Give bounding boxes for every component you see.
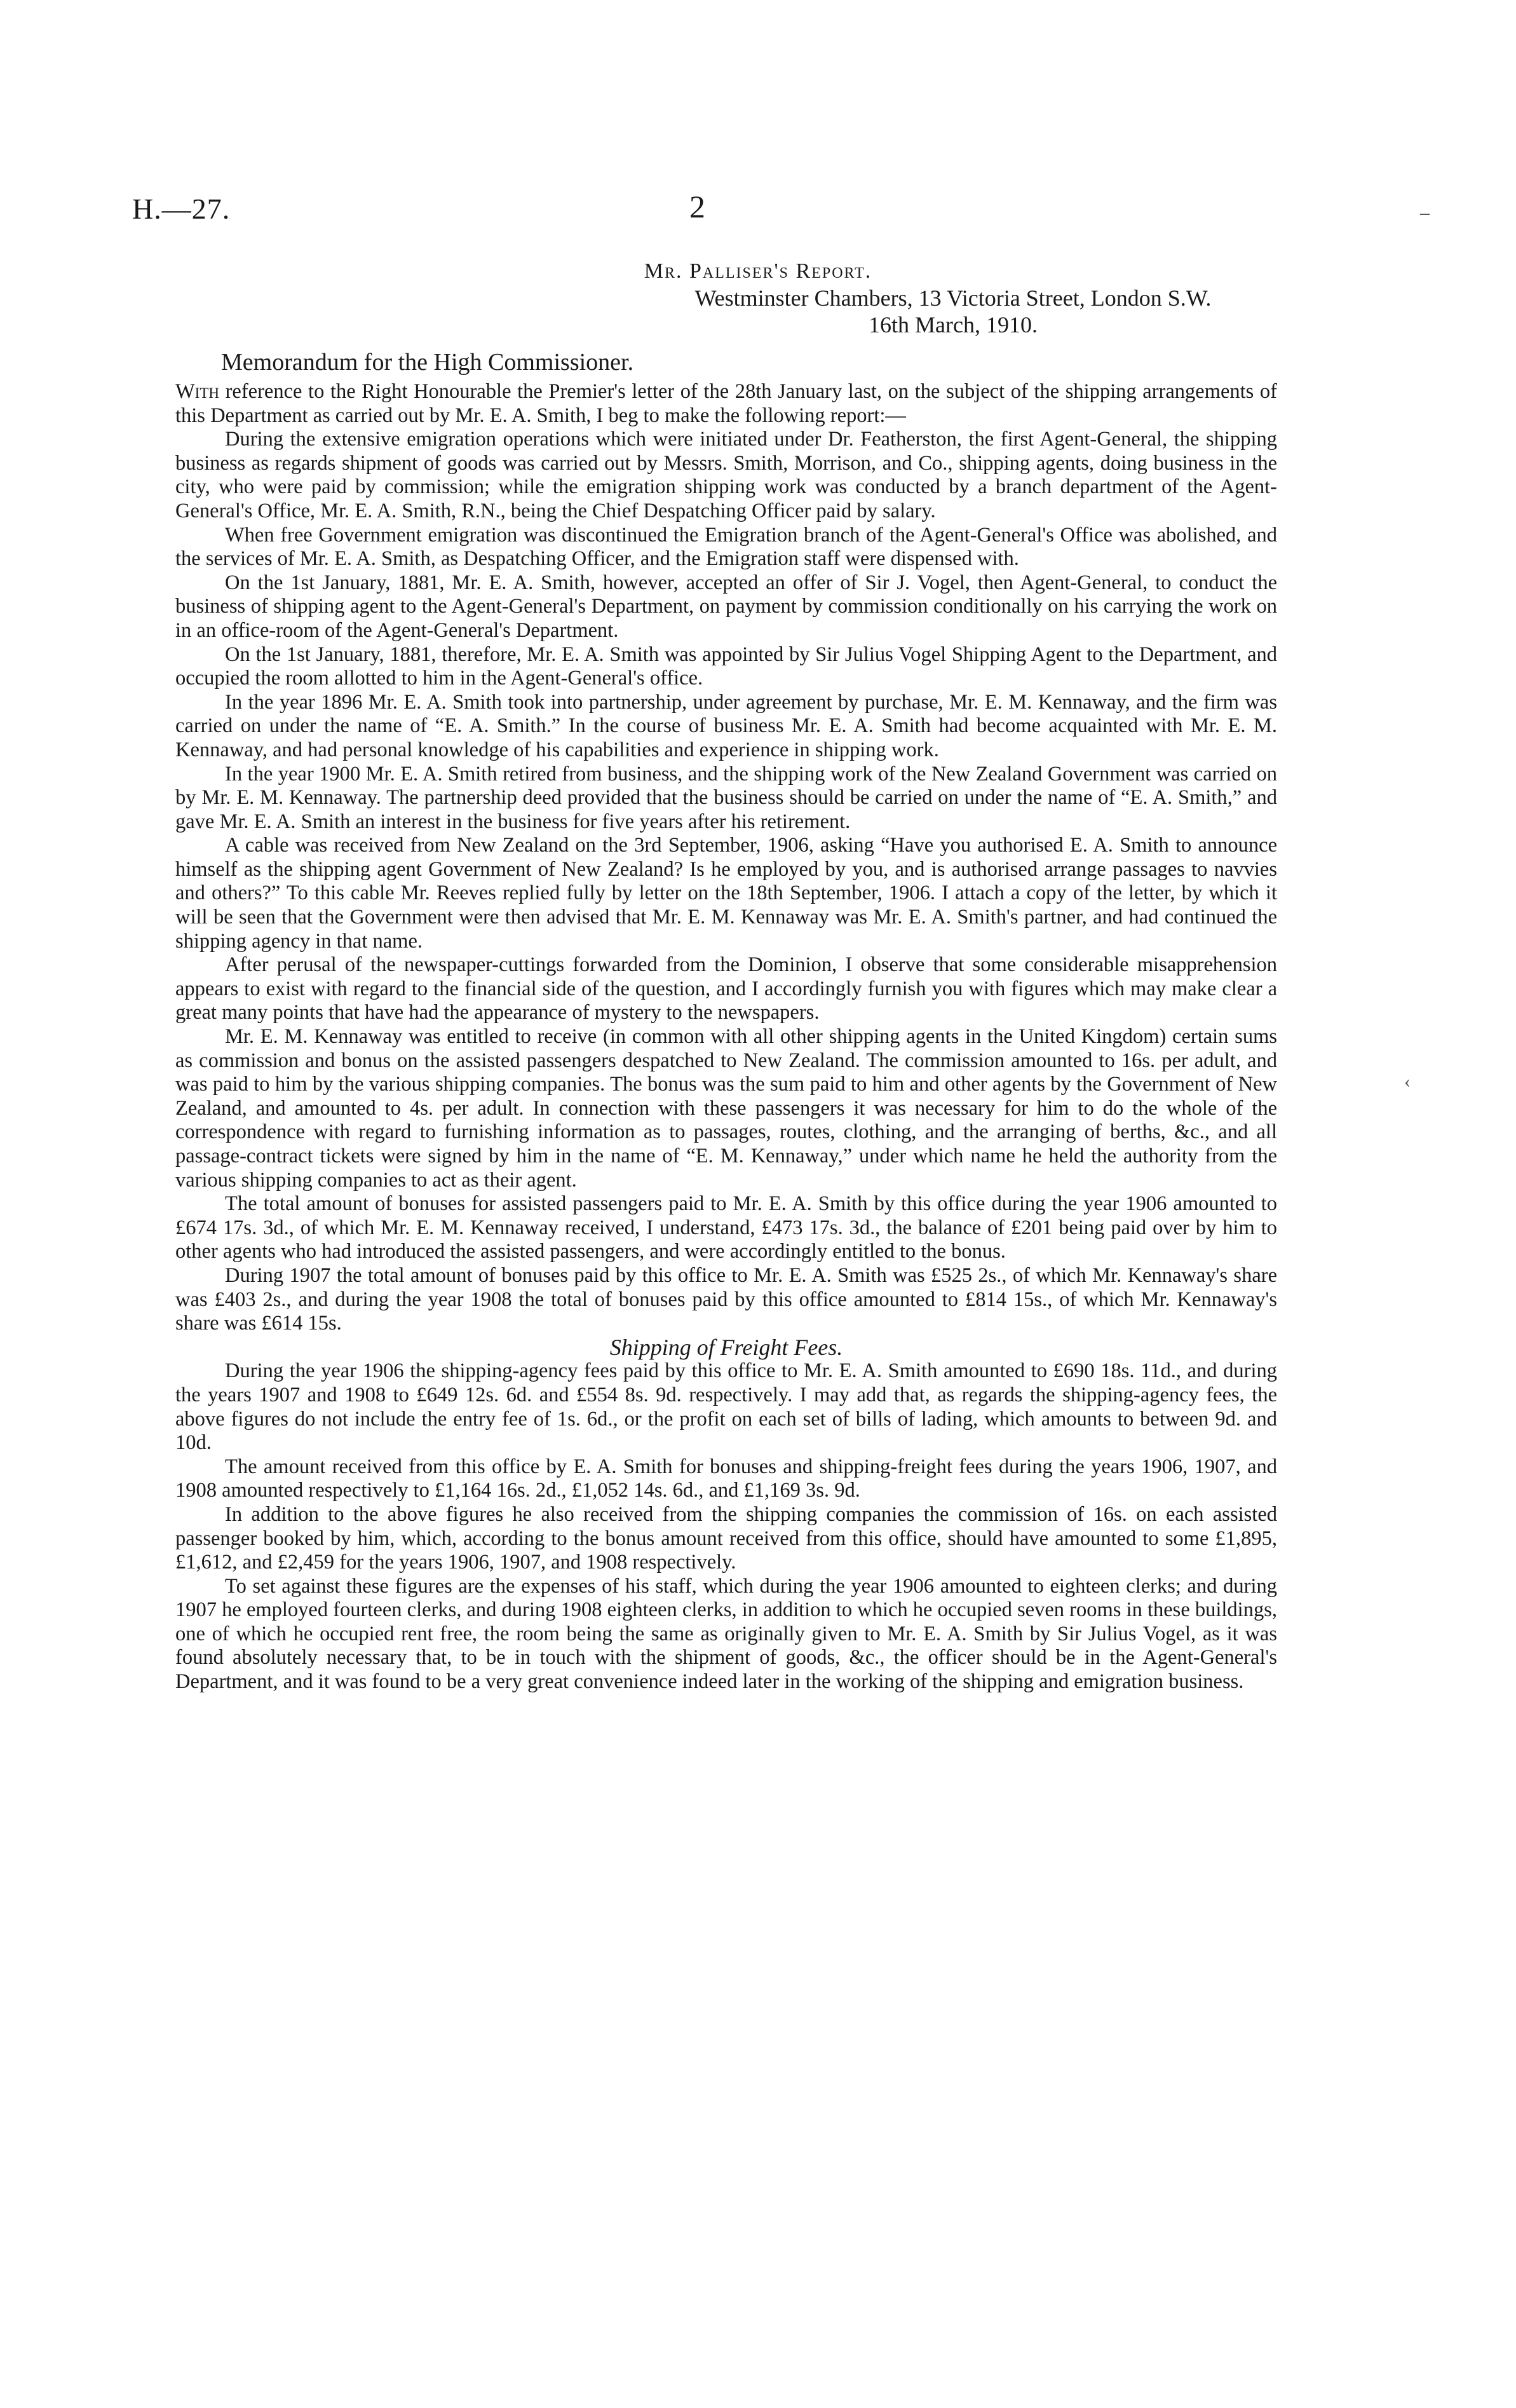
- paragraph: When free Government emigration was discontinued the Emigration branch of the Agent-General's Office was abolished, and the services of Mr. E. A. Smith, as Despatching Officer, and the Emigration staff were dispensed with.: [175, 523, 1277, 571]
- paragraph: On the 1st January, 1881, Mr. E. A. Smith, however, accepted an offer of Sir J. Vogel, then Agent-General, to conduct the business of shipping agent to the Agent-General's Department, on payment by commission conditionally on his carrying the work on in an office-room of the Agent-General's Department.: [175, 571, 1277, 642]
- paragraph: To set against these figures are the expenses of his staff, which during the year 1906 amounted to eighteen clerks; and during 1907 he employed fourteen clerks, and during 1908 eighteen clerks, in addition to which he occupied seven rooms in these buildings, one of which he occupied rent free, the room being the same as originally given to Mr. E. A. Smith by Sir Julius Vogel, as it was found absolutely necessary that, to be in touch with the shipment of goods, &c., the officer should be in the Agent-General's Department, and it was found to be a very great convenience indeed later in the working of the shipping and emigration business.: [175, 1574, 1277, 1694]
- address-line: Westminster Chambers, 13 Victoria Street, London S.W.: [694, 285, 1212, 311]
- paragraph-text: reference to the Right Honourable the Premier's letter of the 28th January last, on the subject of the shipping arrangements of this Department as carried out by Mr. E. A. Smith, I beg to make the following report:—: [175, 380, 1277, 427]
- report-title: Mr. Palliser's Report.: [644, 259, 872, 283]
- memorandum-line: Memorandum for the High Commissioner.: [221, 349, 634, 376]
- lead-word: With: [175, 380, 219, 403]
- paragraph: During 1907 the total amount of bonuses paid by this office to Mr. E. A. Smith was £525 2s., of which Mr. Kennaway's share was £403 2s., and during the year 1908 the total of bonuses paid by this office amounted to £814 15s., of which Mr. Kennaway's share was £614 15s.: [175, 1263, 1277, 1335]
- section-heading: Shipping of Freight Fees.: [609, 1334, 843, 1360]
- paragraph: In the year 1896 Mr. E. A. Smith took into partnership, under agreement by purchase, Mr. E. M. Kennaway, and the firm was carried on under the name of “E. A. Smith.” In the course of business Mr. E. A. Smith had become acquainted with Mr. E. M. Kennaway, and had personal knowledge of his capabilities and experience in shipping work.: [175, 690, 1277, 761]
- paragraph: [175, 380, 1277, 428]
- paragraph: A cable was received from New Zealand on the 3rd September, 1906, asking “Have you authorised E. A. Smith to announce himself as the shipping agent Government of New Zealand? Is he employed by you, and is authorised arrange passages to navvies and others?” To this cable Mr. Reeves replied fully by letter on the 18th September, 1906. I attach a copy of the letter, by which it will be seen that the Government were then advised that Mr. E. M. Kennaway was Mr. E. A. Smith's partner, and had continued the shipping agency in that name.: [175, 834, 1277, 953]
- report-body: [175, 380, 1277, 1694]
- paragraph: Mr. E. M. Kennaway was entitled to receive (in common with all other shipping agents in the United Kingdom) certain sums as commission and bonus on the assisted passengers despatched to New Zealand. The commission amounted to 16s. per adult, and was paid to him by the various shipping companies. The bonus was the sum paid to him and other agents by the Government of New Zealand, and amounted to 4s. per adult. In connection with these passengers it was necessary for him to do the whole of the correspondence with regard to furnishing information as to passages, routes, clothing, and the arranging of berths, &c., and all passage-contract tickets were signed by him in the name of “E. M. Kennaway,” under which name he held the authority from the various shipping companies to act as their agent.: [175, 1025, 1277, 1192]
- paragraph: In addition to the above figures he also received from the shipping companies the commission of 16s. on each assisted passenger booked by him, which, according to the bonus amount received from this office, should have amounted to some £1,895, £1,612, and £2,459 for the years 1906, 1907, and 1908 respectively.: [175, 1502, 1277, 1574]
- document-reference: H.—27.: [132, 193, 231, 225]
- margin-scratch-mark: ‒: [1420, 202, 1430, 223]
- paragraph: In the year 1900 Mr. E. A. Smith retired from business, and the shipping work of the New Zealand Government was carried on by Mr. E. M. Kennaway. The partnership deed provided that the business should be carried on under the name of “E. A. Smith,” and gave Mr. E. A. Smith an interest in the business for five years after his retirement.: [175, 762, 1277, 833]
- page-number: 2: [689, 189, 705, 224]
- margin-scratch-mark: ‹: [1404, 1071, 1411, 1092]
- paragraph: The amount received from this office by E. A. Smith for bonuses and shipping-freight fees during the years 1906, 1907, and 1908 amounted respectively to £1,164 16s. 2d., £1,052 14s. 6d., and £1,169 3s. 9d.: [175, 1455, 1277, 1502]
- paragraph: The total amount of bonuses for assisted passengers paid to Mr. E. A. Smith by this office during the year 1906 amounted to £674 17s. 3d., of which Mr. E. M. Kennaway received, I understand, £473 17s. 3d., the balance of £201 being paid over by him to other agents who had introduced the assisted passengers, and were accordingly entitled to the bonus.: [175, 1192, 1277, 1263]
- paragraph: During the extensive emigration operations which were initiated under Dr. Featherston, the first Agent-General, the shipping business as regards shipment of goods was carried out by Messrs. Smith, Morrison, and Co., shipping agents, doing business in the city, who were paid by commission; while the emigration shipping work was conducted by a branch department of the Agent-General's Office, Mr. E. A. Smith, R.N., being the Chief Despatching Officer paid by salary.: [175, 428, 1277, 522]
- date-line: 16th March, 1910.: [869, 312, 1038, 337]
- paragraph: After perusal of the newspaper-cuttings forwarded from the Dominion, I observe that some considerable misapprehension appears to exist with regard to the financial side of the question, and I accordingly furnish you with figures which may make clear a great many points that have had the appearance of mystery to the newspapers.: [175, 953, 1277, 1024]
- paragraph: During the year 1906 the shipping-agency fees paid by this office to Mr. E. A. Smith amounted to £690 18s. 11d., and during the years 1907 and 1908 to £649 12s. 6d. and £554 8s. 9d. respectively. I may add that, as regards the shipping-agency fees, the above figures do not include the entry fee of 1s. 6d., or the profit on each set of bills of lading, which amounts to between 9d. and 10d.: [175, 1359, 1277, 1455]
- paragraph: On the 1st January, 1881, therefore, Mr. E. A. Smith was appointed by Sir Julius Vogel Shipping Agent to the Department, and occupied the room allotted to him in the Agent-General's office.: [175, 643, 1277, 690]
- address-block: [629, 285, 1277, 338]
